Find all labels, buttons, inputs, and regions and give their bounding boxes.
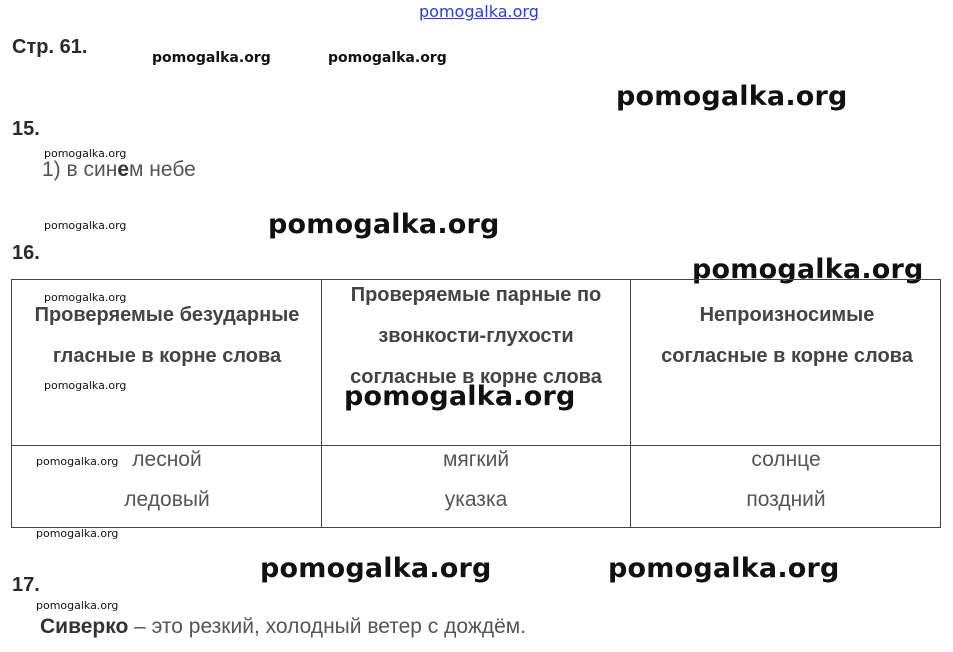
exercise-15-number: 15. [12,118,40,140]
table-cell: ледовый [124,488,210,511]
page-label: Стр. 61. [12,36,88,58]
watermark: pomogalka.org [616,81,848,112]
table-cell: солнце [751,448,821,471]
watermark: pomogalka.org [328,50,447,66]
watermark: pomogalka.org [260,553,492,584]
watermark: pomogalka.org [44,147,127,160]
watermark: pomogalka.org [36,599,119,612]
watermark: pomogalka.org [36,527,119,540]
watermark: pomogalka.org [608,553,840,584]
watermark: pomogalka.org [44,379,127,392]
watermark: pomogalka.org [44,291,127,304]
watermark-top-link[interactable]: pomogalka.org [419,2,539,21]
watermark: pomogalka.org [692,254,924,285]
table-header-cell: Проверяемые парные по звонкости-глухости согласные в корне слова [350,284,602,388]
table-cell: лесной [132,448,202,471]
watermark: pomogalka.org [36,455,119,468]
exercise-15-answer: 1) в синем небе [42,158,196,181]
table-cell: поздний [746,488,826,511]
exercise-17-answer: Сиверко – это резкий, холодный ветер с дождём. [40,615,527,638]
table-cell: мягкий [442,448,510,471]
table-header-cell: Непроизносимые согласные в корне слова [661,304,913,367]
exercise-17-number: 17. [12,574,40,596]
exercise-16-number: 16. [12,242,40,264]
watermark: pomogalka.org [344,381,576,412]
table-cell: указка [444,488,508,511]
watermark: pomogalka.org [268,209,500,240]
table-header-cell: Проверяемые безударные гласные в корне слова [34,304,300,367]
watermark: pomogalka.org [44,219,127,232]
watermark: pomogalka.org [152,50,271,66]
